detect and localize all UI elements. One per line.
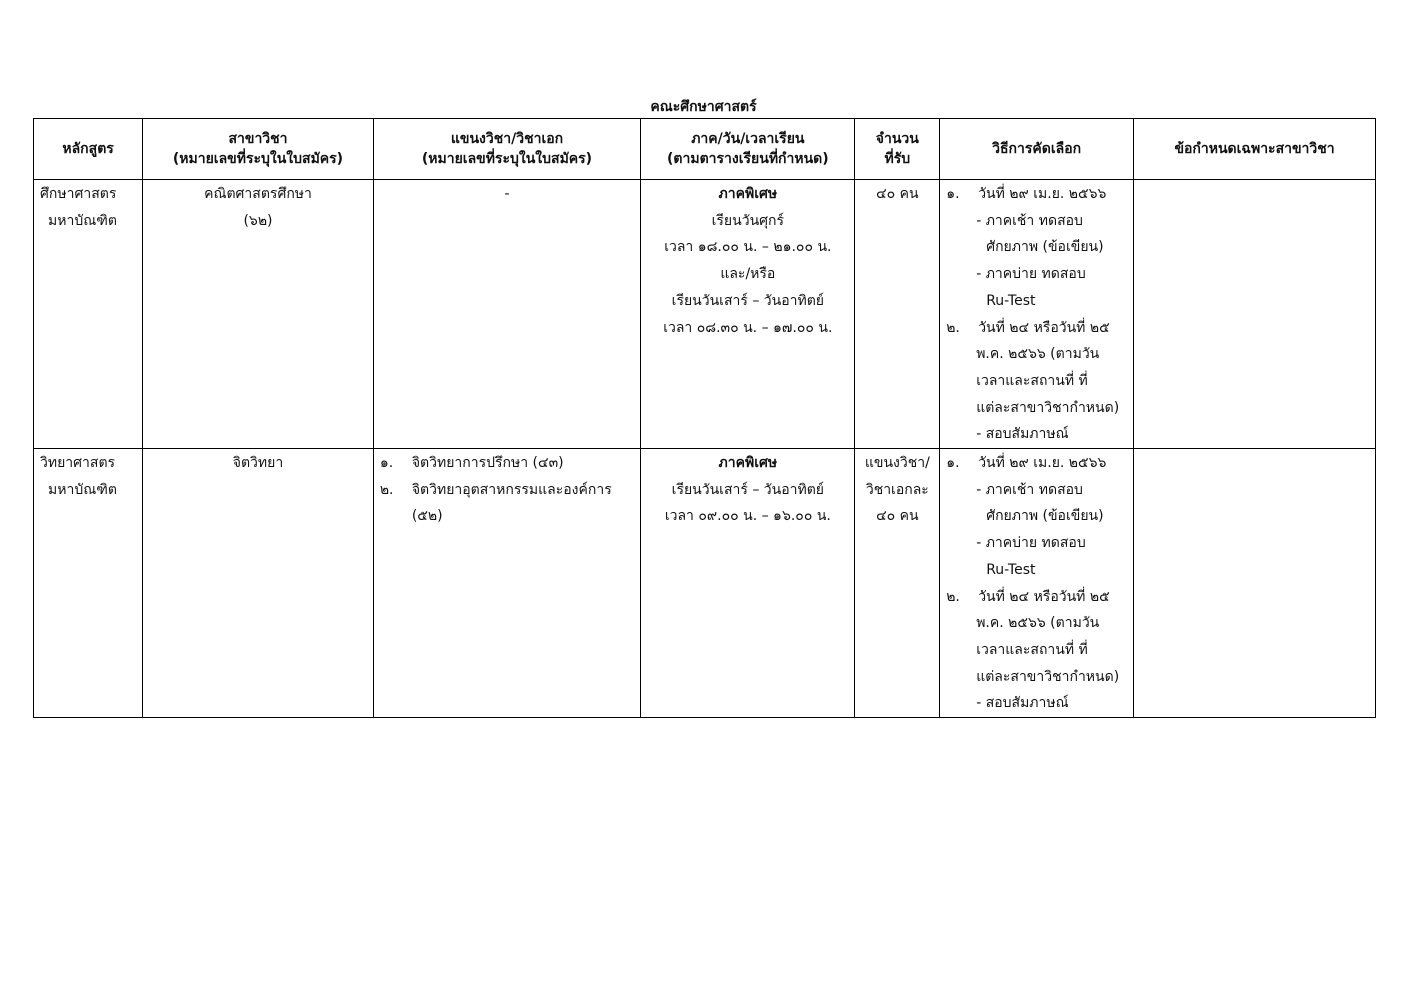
selection-item: ๒. วันที่ ๒๔ หรือวันที่ ๒๕ [946, 588, 1110, 605]
major-item: ๑. จิตวิทยาการปรึกษา (๔๓) [379, 455, 564, 472]
header-program: หลักสูตร [34, 119, 143, 180]
field-cell: คณิตศาสตรศึกษา (๖๒) [143, 180, 374, 449]
requirements-cell [1134, 180, 1376, 449]
table-row [34, 180, 1376, 449]
quota-cell: ๔๐ คน [855, 180, 940, 449]
header-field: สาขาวิชา (หมายเลขที่ระบุในใบสมัคร) [143, 119, 374, 180]
header-quota: จำนวน ที่รับ [855, 119, 940, 180]
header-major: แขนงวิชา/วิชาเอก (หมายเลขที่ระบุในใบสมัคร) [373, 119, 640, 180]
field-cell: จิตวิทยา [143, 449, 374, 718]
requirements-cell [1134, 449, 1376, 718]
header-selection: วิธีการคัดเลือก [940, 119, 1134, 180]
selection-item: ๑. วันที่ ๒๙ เม.ย. ๒๕๖๖ [946, 186, 1107, 202]
major-item: ๒. จิตวิทยาอุตสาหกรรมและองค์การ [379, 481, 612, 498]
program-table [33, 118, 1376, 718]
program-cell: วิทยาศาสตร มหาบัณฑิต [34, 449, 143, 718]
schedule-cell: ภาคพิเศษ เรียนวันเสาร์ – วันอาทิตย์ เวลา ๐๙.๐๐ น. – ๑๖.๐๐ น. [641, 449, 855, 718]
schedule-cell: ภาคพิเศษ เรียนวันศุกร์ เวลา ๑๘.๐๐ น. – ๒๑.๐๐ น. และ/หรือ เรียนวันเสาร์ – วันอาทิตย์ เวลา ๐๘.๓๐ น. – ๑๗.๐๐ น. [641, 180, 855, 449]
program-cell: ศึกษาศาสตร มหาบัณฑิต [34, 180, 143, 449]
table-row [34, 449, 1376, 718]
header-schedule: ภาค/วัน/เวลาเรียน (ตามตารางเรียนที่กำหนด) [641, 119, 855, 180]
selection-item: ๑. วันที่ ๒๙ เม.ย. ๒๕๖๖ [946, 455, 1107, 472]
page-title: คณะศึกษาศาสตร์ [650, 99, 757, 115]
selection-cell: ๑. วันที่ ๒๙ เม.ย. ๒๕๖๖ - ภาคเช้า ทดสอบ ศักยภาพ (ข้อเขียน) - ภาคบ่าย ทดสอบ Ru-Test ๒. วันที่ ๒๔ หรือวันที่ ๒๕ พ.ค. ๒๕๖๖ (ตามวัน เวลาและสถานที่ ที่ แต่ละสาขาวิชากำหนด) - สอบสัมภาษณ์ [940, 449, 1134, 718]
selection-item: ๒. วันที่ ๒๔ หรือวันที่ ๒๕ [946, 319, 1110, 336]
major-cell: ๑. จิตวิทยาการปรึกษา (๔๓) ๒. จิตวิทยาอุตสาหกรรมและองค์การ (๕๒) [373, 449, 640, 718]
major-cell: - [373, 180, 640, 449]
header-requirements: ข้อกำหนดเฉพาะสาขาวิชา [1134, 119, 1376, 180]
selection-cell: ๑. วันที่ ๒๙ เม.ย. ๒๕๖๖ - ภาคเช้า ทดสอบ ศักยภาพ (ข้อเขียน) - ภาคบ่าย ทดสอบ Ru-Test ๒. วันที่ ๒๔ หรือวันที่ ๒๕ พ.ค. ๒๕๖๖ (ตามวัน เวลาและสถานที่ ที่ แต่ละสาขาวิชากำหนด) - สอบสัมภาษณ์ [940, 180, 1134, 449]
header-row [34, 119, 1376, 180]
quota-cell: แขนงวิชา/ วิชาเอกละ ๔๐ คน [855, 449, 940, 718]
